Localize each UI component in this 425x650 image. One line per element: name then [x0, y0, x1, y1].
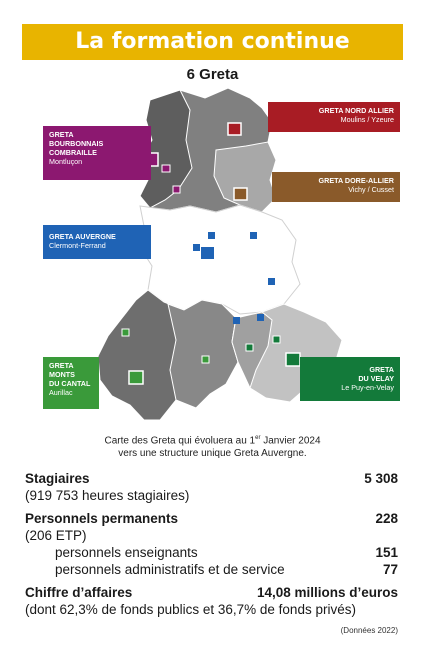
caption-line-2: vers une structure unique Greta Auvergne.: [118, 448, 307, 460]
caption-line-1: Carte des Greta qui évoluera au 1er Janvier 2024: [104, 435, 321, 447]
greta-cantal-name-3: DU CANTAL: [49, 379, 91, 388]
greta-auvergne-name: GRETA AUVERGNE: [49, 232, 116, 241]
cantal-east-zone: [168, 300, 238, 408]
greta-dore-allier-marker: [234, 188, 247, 200]
greta-cantal-site-marker: [202, 356, 209, 363]
greta-bourbonnais-name-1: GRETA: [49, 130, 74, 139]
stat-enseignants-label: personnels enseignants: [55, 545, 198, 560]
greta-count: 6 Greta: [186, 66, 239, 83]
greta-auvergne-site-marker: [268, 278, 275, 285]
greta-cantal-marker: [129, 371, 143, 384]
stat-chiffre-detail: (dont 62,3% de fonds publics et 36,7% de fonds privés): [25, 602, 356, 617]
greta-cantal-name-2: MONTS: [49, 370, 75, 379]
greta-bourbonnais-city: Montluçon: [49, 157, 83, 166]
stat-personnels-value: 228: [375, 511, 398, 526]
stat-stagiaires-detail: (919 753 heures stagiaires): [25, 488, 190, 503]
greta-cantal-label: [43, 357, 99, 409]
greta-velay-name-2: DU VELAY: [358, 374, 394, 383]
greta-auvergne-city: Clermont-Ferrand: [49, 241, 106, 250]
data-source: (Données 2022): [340, 626, 398, 635]
stat-personnels-detail: (206 ETP): [25, 528, 87, 543]
greta-velay-site-marker: [246, 344, 253, 351]
greta-auvergne-site-marker: [250, 232, 257, 239]
greta-velay-city: Le Puy-en-Velay: [341, 383, 394, 392]
greta-nord-allier-label: [268, 102, 400, 132]
greta-auvergne-site-marker: [257, 314, 264, 321]
greta-cantal-city: Aurillac: [49, 388, 73, 397]
greta-velay-name-1: GRETA: [369, 365, 394, 374]
stat-chiffre-value: 14,08 millions d’euros: [256, 585, 398, 600]
stat-administratifs-value: 77: [382, 562, 398, 577]
stat-administratifs: [25, 561, 398, 578]
greta-dore-allier-city: Vichy / Cusset: [348, 185, 394, 194]
stat-personnels-label: Personnels permanents: [25, 511, 179, 526]
greta-velay-marker: [286, 353, 300, 366]
stat-enseignants: [25, 544, 398, 561]
greta-nord-allier-marker: [228, 123, 241, 135]
stat-administratifs-label: personnels administratifs et de service: [55, 562, 285, 577]
greta-velay-label: [300, 357, 400, 401]
greta-bourbonnais-site-marker: [173, 186, 180, 193]
stat-chiffre-label: Chiffre d’affaires: [25, 585, 133, 600]
greta-dore-allier-label: [272, 172, 400, 202]
stat-chiffre-affaires: [25, 584, 398, 601]
greta-auvergne-site-marker: [193, 244, 200, 251]
greta-bourbonnais-name-3: COMBRAILLE: [49, 148, 97, 157]
greta-auvergne-site-marker: [233, 317, 240, 324]
greta-nord-allier-city: Moulins / Yzeure: [340, 115, 394, 124]
greta-velay-site-marker: [273, 336, 280, 343]
greta-bourbonnais-label: [43, 126, 151, 180]
greta-dore-allier-name: GRETA DORE-ALLIER: [318, 176, 394, 185]
greta-bourbonnais-site-marker: [162, 165, 170, 172]
map-caption: [0, 432, 425, 460]
greta-auvergne-marker: [201, 247, 214, 259]
greta-cantal-name-1: GRETA: [49, 361, 74, 370]
stat-stagiaires: [25, 470, 398, 487]
greta-cantal-site-marker: [122, 329, 129, 336]
stats-list: [25, 470, 398, 618]
banner-title: La formation continue: [75, 29, 350, 54]
stat-enseignants-value: 151: [375, 545, 398, 560]
stat-personnels: [25, 510, 398, 527]
stat-stagiaires-label: Stagiaires: [25, 471, 90, 486]
greta-auvergne-label: [43, 225, 151, 259]
stat-stagiaires-value: 5 308: [364, 471, 398, 486]
puy-de-dome-region: [138, 205, 300, 314]
greta-nord-allier-name: GRETA NORD ALLIER: [318, 106, 394, 115]
greta-bourbonnais-name-2: BOURBONNAIS: [49, 139, 104, 148]
greta-auvergne-site-marker: [208, 232, 215, 239]
